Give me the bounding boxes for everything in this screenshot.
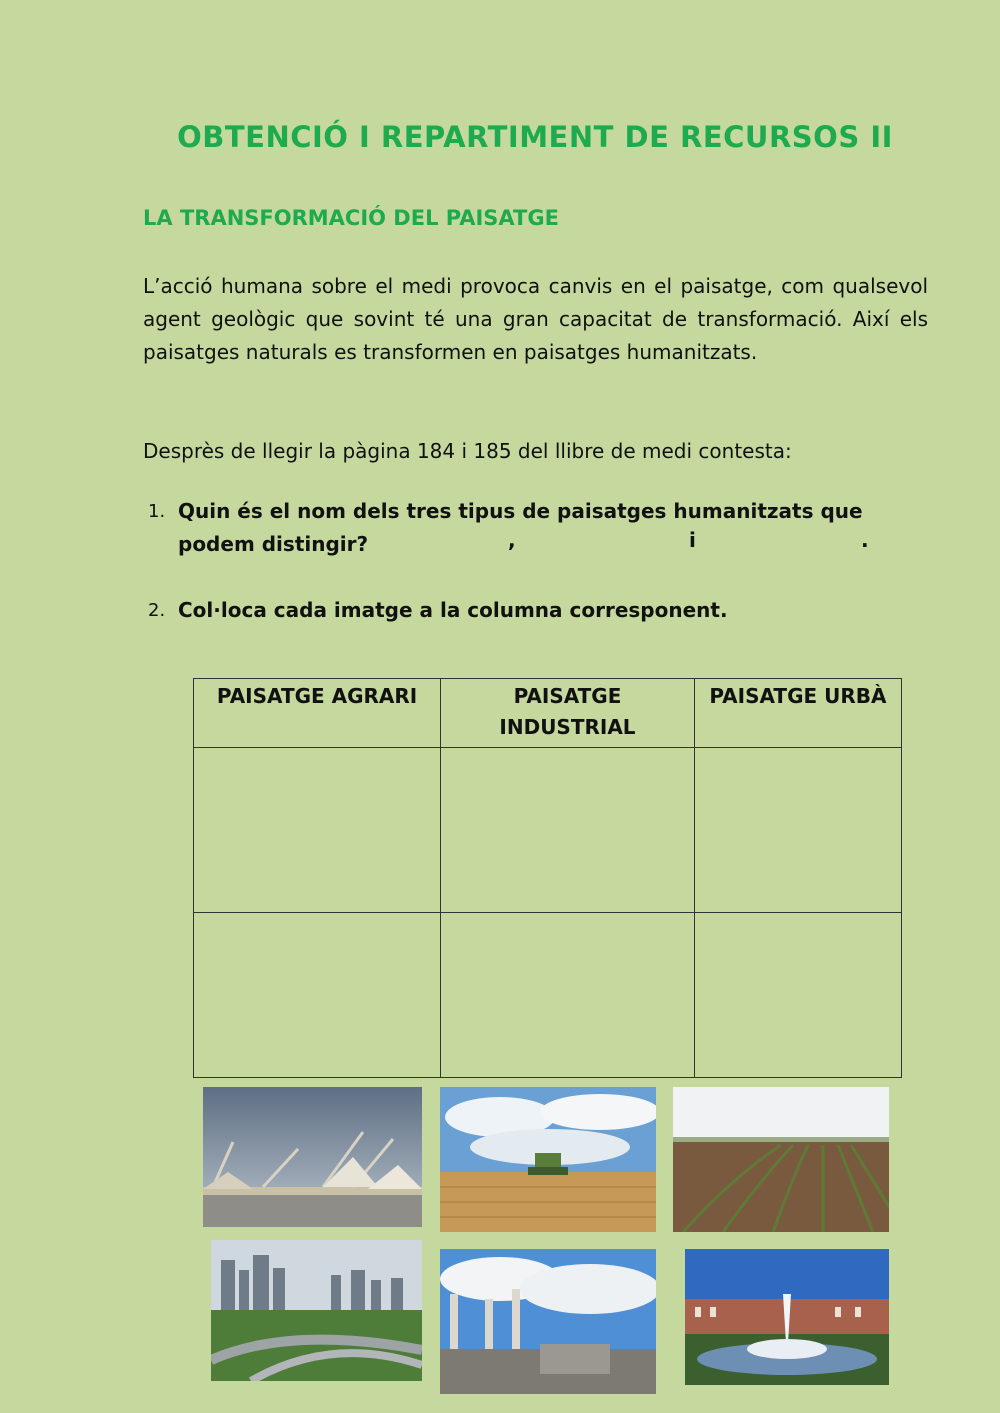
question-text: Col·loca cada imatge a la columna corresponent. <box>178 598 728 622</box>
fountain-plaza-image[interactable] <box>685 1249 889 1385</box>
harvester-field-image[interactable] <box>440 1087 656 1232</box>
classification-table <box>193 678 902 1078</box>
drop-cell[interactable] <box>441 748 695 913</box>
drop-cell[interactable] <box>694 748 901 913</box>
question-text: Quin és el nom dels tres tipus de paisatges humanitzats que podem distingir? <box>178 499 863 556</box>
question-number: 2. <box>148 600 166 621</box>
column-header-urba: PAISATGE URBÀ <box>694 679 901 748</box>
city-highway-image[interactable] <box>211 1240 422 1381</box>
question-number: 1. <box>148 501 166 522</box>
question-2 <box>143 594 873 627</box>
blank-separator: , <box>508 528 516 552</box>
instruction-text: Desprès de llegir la pàgina 184 i 185 del llibre de medi contesta: <box>143 439 792 463</box>
plowed-field-image[interactable] <box>673 1087 889 1232</box>
column-header-agrari: PAISATGE AGRARI <box>194 679 441 748</box>
answer-blanks <box>0 528 1000 561</box>
page-title: OBTENCIÓ I REPARTIMENT DE RECURSOS II <box>177 120 893 154</box>
intro-paragraph: L’acció humana sobre el medi provoca canvis en el paisatge, com qualsevol agent geològic que sovint té una gran capacitat de transformació. Així els paisatges naturals es transformen en paisatges humanitzats. <box>143 274 928 364</box>
drop-cell[interactable] <box>194 748 441 913</box>
section-subtitle: LA TRANSFORMACIÓ DEL PAISATGE <box>143 206 559 230</box>
drop-cell[interactable] <box>441 913 695 1078</box>
column-header-industrial: PAISATGE INDUSTRIAL <box>441 679 695 748</box>
blank-separator: . <box>861 528 869 552</box>
drop-cell[interactable] <box>694 913 901 1078</box>
power-plant-image[interactable] <box>440 1249 656 1394</box>
industrial-conveyors-image[interactable] <box>203 1087 422 1227</box>
blank-separator: i <box>689 528 696 552</box>
drop-cell[interactable] <box>194 913 441 1078</box>
